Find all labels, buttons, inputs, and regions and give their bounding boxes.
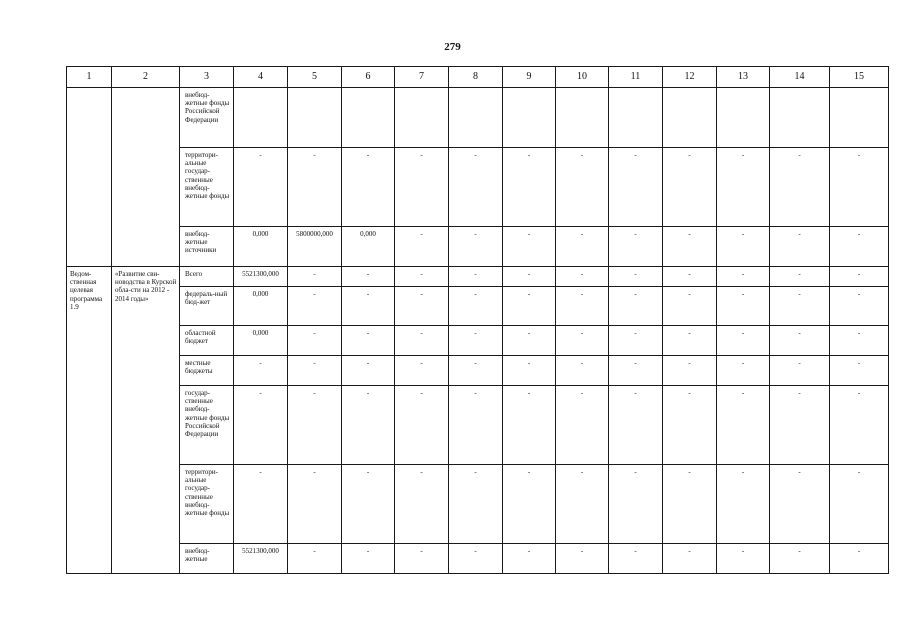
value-cell: - xyxy=(770,227,830,267)
value-cell: - xyxy=(717,356,770,386)
value-cell: - xyxy=(342,386,395,465)
value-cell: - xyxy=(503,544,556,574)
value-cell: - xyxy=(830,465,889,544)
column-header: 10 xyxy=(556,67,609,88)
value-cell: - xyxy=(503,267,556,287)
value-cell: - xyxy=(395,326,449,356)
value-cell xyxy=(830,88,889,148)
value-cell: - xyxy=(395,148,449,227)
value-cell: - xyxy=(342,356,395,386)
value-cell: - xyxy=(830,386,889,465)
value-cell: - xyxy=(770,465,830,544)
value-cell xyxy=(234,88,288,148)
value-cell: - xyxy=(503,465,556,544)
value-cell: - xyxy=(395,267,449,287)
value-cell xyxy=(449,88,503,148)
value-cell: - xyxy=(663,267,717,287)
column-header: 4 xyxy=(234,67,288,88)
value-cell: - xyxy=(663,287,717,326)
table-row xyxy=(67,267,889,287)
value-cell xyxy=(288,88,342,148)
value-cell: 5521300,000 xyxy=(234,267,288,287)
value-cell: - xyxy=(609,386,663,465)
value-cell xyxy=(609,88,663,148)
column-header: 5 xyxy=(288,67,342,88)
value-cell: - xyxy=(663,227,717,267)
value-cell: - xyxy=(717,287,770,326)
value-cell: - xyxy=(770,356,830,386)
column-header: 7 xyxy=(395,67,449,88)
value-cell: - xyxy=(503,386,556,465)
value-cell: - xyxy=(288,287,342,326)
table-row xyxy=(67,148,889,227)
table-row xyxy=(67,356,889,386)
value-cell: - xyxy=(288,326,342,356)
value-cell xyxy=(395,88,449,148)
value-cell: - xyxy=(717,267,770,287)
value-cell: - xyxy=(342,544,395,574)
value-cell: - xyxy=(830,356,889,386)
funding-source-label: местные бюджеты xyxy=(180,356,234,386)
funding-source-label: территори-альные государ-ственные внебюд-жетные фонды xyxy=(180,148,234,227)
value-cell: - xyxy=(503,148,556,227)
value-cell: 5521300,000 xyxy=(234,544,288,574)
value-cell: - xyxy=(609,326,663,356)
program-name-cell: «Развитие сви-новодства в Курской обла-сти на 2012 - 2014 годы» xyxy=(112,267,180,574)
page-number: 279 xyxy=(444,41,461,53)
value-cell: - xyxy=(449,267,503,287)
table-row xyxy=(67,88,889,148)
funding-source-label: Всего xyxy=(180,267,234,287)
value-cell: - xyxy=(449,356,503,386)
value-cell: - xyxy=(395,356,449,386)
value-cell: - xyxy=(830,544,889,574)
value-cell: - xyxy=(449,227,503,267)
value-cell: - xyxy=(288,465,342,544)
column-header: 8 xyxy=(449,67,503,88)
value-cell: - xyxy=(342,148,395,227)
funding-source-label: внебюд-жетные источники xyxy=(180,227,234,267)
column-header: 2 xyxy=(112,67,180,88)
value-cell: - xyxy=(234,386,288,465)
value-cell: - xyxy=(770,544,830,574)
value-cell: - xyxy=(770,386,830,465)
value-cell: - xyxy=(395,465,449,544)
table-row xyxy=(67,287,889,326)
value-cell: - xyxy=(342,465,395,544)
value-cell: - xyxy=(395,287,449,326)
column-header: 1 xyxy=(67,67,112,88)
budget-table xyxy=(66,66,889,574)
funding-source-label: федераль-ный бюд-жет xyxy=(180,287,234,326)
column-header: 14 xyxy=(770,67,830,88)
value-cell: - xyxy=(556,544,609,574)
table-row xyxy=(67,386,889,465)
value-cell: - xyxy=(503,326,556,356)
column-header: 15 xyxy=(830,67,889,88)
value-cell: - xyxy=(663,386,717,465)
table-row xyxy=(67,465,889,544)
value-cell: - xyxy=(288,544,342,574)
value-cell: - xyxy=(556,326,609,356)
value-cell: - xyxy=(556,227,609,267)
value-cell xyxy=(556,88,609,148)
value-cell: - xyxy=(342,287,395,326)
value-cell: 0,000 xyxy=(234,227,288,267)
value-cell: - xyxy=(556,356,609,386)
value-cell: - xyxy=(663,465,717,544)
value-cell: - xyxy=(609,267,663,287)
value-cell xyxy=(663,88,717,148)
value-cell: - xyxy=(556,148,609,227)
column-header: 3 xyxy=(180,67,234,88)
value-cell: - xyxy=(830,148,889,227)
value-cell: - xyxy=(609,465,663,544)
funding-source-label: государ-ственные внебюд-жетные фонды Российской Федерации xyxy=(180,386,234,465)
value-cell: - xyxy=(770,326,830,356)
value-cell: 5800000,000 xyxy=(288,227,342,267)
value-cell: - xyxy=(663,148,717,227)
funding-source-label: областной бюджет xyxy=(180,326,234,356)
value-cell xyxy=(503,88,556,148)
value-cell: - xyxy=(449,386,503,465)
value-cell: - xyxy=(717,326,770,356)
value-cell: - xyxy=(449,465,503,544)
value-cell: - xyxy=(609,356,663,386)
value-cell: - xyxy=(556,287,609,326)
value-cell xyxy=(342,88,395,148)
program-code-cell: Ведом-ственная целевая программа 1.9 xyxy=(67,267,112,574)
value-cell: 0,000 xyxy=(234,287,288,326)
value-cell: 0,000 xyxy=(342,227,395,267)
value-cell: - xyxy=(395,227,449,267)
value-cell: - xyxy=(556,386,609,465)
value-cell: - xyxy=(717,227,770,267)
value-cell: - xyxy=(449,544,503,574)
value-cell: - xyxy=(342,326,395,356)
table-row xyxy=(67,227,889,267)
value-cell: - xyxy=(663,544,717,574)
value-cell: - xyxy=(342,267,395,287)
program-code-cell-empty xyxy=(67,88,112,267)
value-cell: - xyxy=(288,386,342,465)
value-cell: - xyxy=(288,148,342,227)
value-cell: - xyxy=(609,148,663,227)
value-cell: - xyxy=(830,227,889,267)
column-header: 11 xyxy=(609,67,663,88)
value-cell: - xyxy=(663,326,717,356)
value-cell xyxy=(717,88,770,148)
value-cell: - xyxy=(449,287,503,326)
column-header: 6 xyxy=(342,67,395,88)
value-cell: - xyxy=(770,267,830,287)
value-cell: - xyxy=(830,267,889,287)
funding-source-label: внебюд-жетные xyxy=(180,544,234,574)
value-cell: - xyxy=(503,227,556,267)
table-row xyxy=(67,326,889,356)
value-cell: - xyxy=(503,287,556,326)
value-cell: - xyxy=(830,326,889,356)
value-cell: - xyxy=(609,227,663,267)
value-cell: - xyxy=(830,287,889,326)
funding-source-label: внебюд-жетные фонды Российской Федерации xyxy=(180,88,234,148)
column-header: 9 xyxy=(503,67,556,88)
value-cell: - xyxy=(449,148,503,227)
value-cell: - xyxy=(556,267,609,287)
column-header: 13 xyxy=(717,67,770,88)
column-header: 12 xyxy=(663,67,717,88)
value-cell: - xyxy=(717,465,770,544)
value-cell: - xyxy=(288,267,342,287)
header-row xyxy=(67,67,889,88)
value-cell: - xyxy=(288,356,342,386)
value-cell: - xyxy=(717,544,770,574)
value-cell: - xyxy=(449,326,503,356)
value-cell: - xyxy=(770,148,830,227)
program-name-cell-empty xyxy=(112,88,180,267)
value-cell: - xyxy=(234,465,288,544)
table-row xyxy=(67,544,889,574)
value-cell: - xyxy=(395,544,449,574)
value-cell: - xyxy=(663,356,717,386)
value-cell: 0,000 xyxy=(234,326,288,356)
value-cell: - xyxy=(556,465,609,544)
value-cell: - xyxy=(609,287,663,326)
value-cell: - xyxy=(503,356,556,386)
value-cell: - xyxy=(234,356,288,386)
value-cell: - xyxy=(717,386,770,465)
value-cell: - xyxy=(770,287,830,326)
funding-source-label: территори-альные государ-ственные внебюд-жетные фонды xyxy=(180,465,234,544)
value-cell: - xyxy=(234,148,288,227)
value-cell xyxy=(770,88,830,148)
value-cell: - xyxy=(395,386,449,465)
value-cell: - xyxy=(609,544,663,574)
value-cell: - xyxy=(717,148,770,227)
